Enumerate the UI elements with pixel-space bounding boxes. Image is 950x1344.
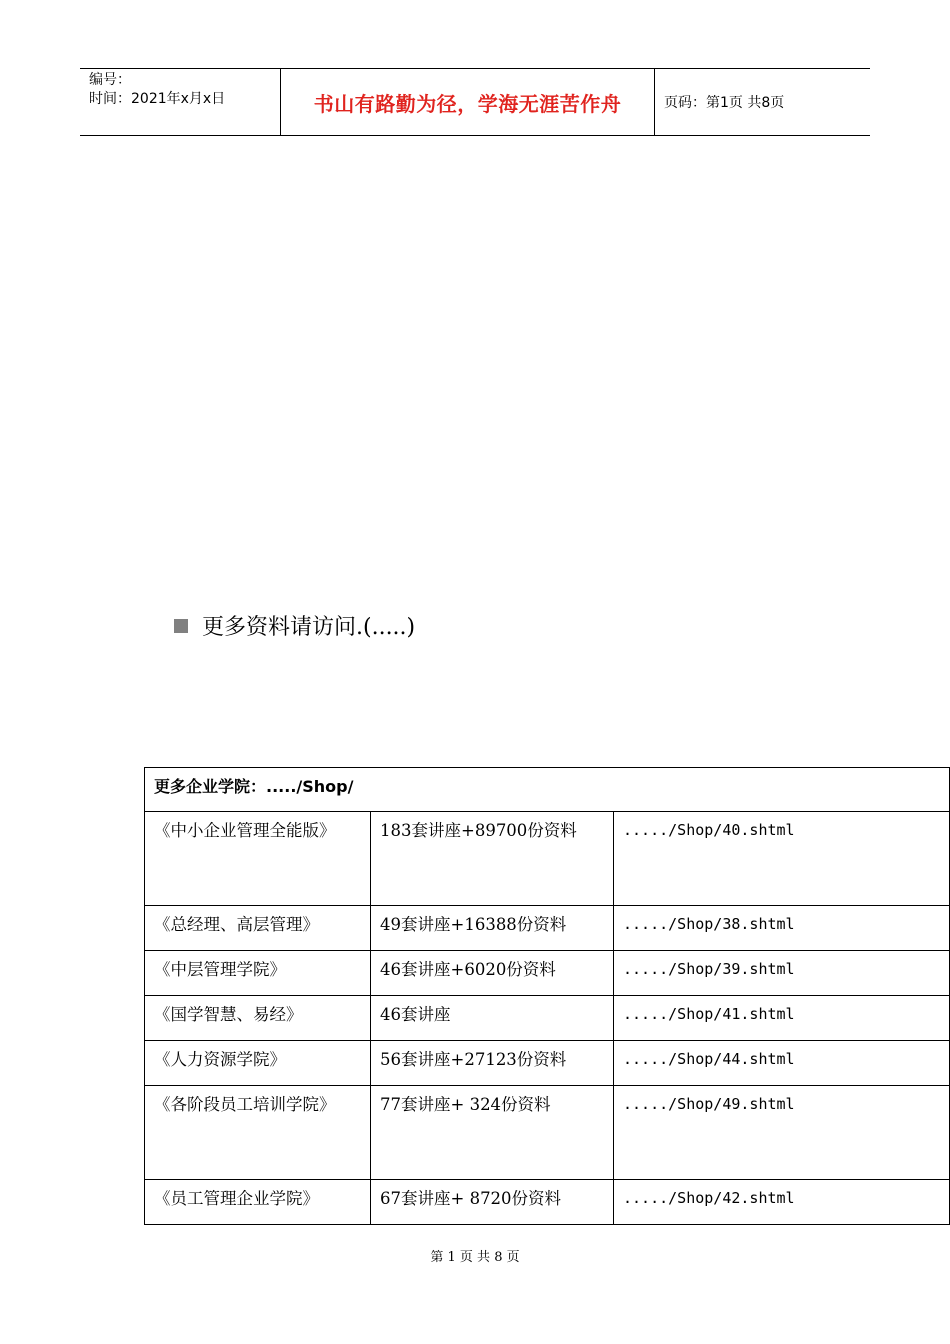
row-name-cell bbox=[145, 1180, 371, 1225]
row-content-cell bbox=[371, 906, 614, 951]
row-name: 《总经理、高层管理》 bbox=[154, 915, 319, 934]
table-row bbox=[145, 906, 950, 951]
row-content: 67套讲座+ 8720份资料 bbox=[380, 1189, 562, 1208]
table-row bbox=[145, 812, 950, 906]
row-content: 49套讲座+16388份资料 bbox=[380, 915, 567, 934]
row-url-cell bbox=[614, 1041, 950, 1086]
row-content-cell bbox=[371, 812, 614, 906]
row-url[interactable]: ...../Shop/39.shtml bbox=[623, 960, 795, 978]
row-content: 46套讲座 bbox=[380, 1005, 451, 1024]
row-content: 183套讲座+89700份资料 bbox=[380, 821, 577, 840]
row-name: 《中层管理学院》 bbox=[154, 960, 286, 979]
more-info-text: 更多资料请访问.(.....) bbox=[202, 615, 416, 640]
row-name-cell bbox=[145, 812, 371, 906]
document-header bbox=[80, 68, 870, 136]
row-url[interactable]: ...../Shop/41.shtml bbox=[623, 1005, 795, 1023]
row-name-cell bbox=[145, 906, 371, 951]
row-name-cell bbox=[145, 1041, 371, 1086]
row-url-cell bbox=[614, 906, 950, 951]
table-row bbox=[145, 996, 950, 1041]
row-name: 《各阶段员工培训学院》 bbox=[154, 1095, 336, 1114]
row-content-cell bbox=[371, 1086, 614, 1180]
row-name-cell bbox=[145, 951, 371, 996]
row-content-cell bbox=[371, 996, 614, 1041]
row-url-cell bbox=[614, 1086, 950, 1180]
row-name-cell bbox=[145, 1086, 371, 1180]
header-time-label: 时间：2021年x月x日 bbox=[89, 91, 226, 107]
more-info-line bbox=[174, 610, 415, 641]
row-name: 《人力资源学院》 bbox=[154, 1050, 286, 1069]
table-title-row bbox=[145, 768, 950, 812]
row-url[interactable]: ...../Shop/40.shtml bbox=[623, 821, 795, 839]
header-motto: 书山有路勤为径，学海无涯苦作舟 bbox=[281, 69, 655, 135]
row-name: 《员工管理企业学院》 bbox=[154, 1189, 319, 1208]
table-row bbox=[145, 951, 950, 996]
row-content-cell bbox=[371, 1180, 614, 1225]
header-code-label: 编号： bbox=[89, 72, 131, 88]
row-url[interactable]: ...../Shop/38.shtml bbox=[623, 915, 795, 933]
row-name: 《国学智慧、易经》 bbox=[154, 1005, 303, 1024]
row-url[interactable]: ...../Shop/44.shtml bbox=[623, 1050, 795, 1068]
row-url[interactable]: ...../Shop/42.shtml bbox=[623, 1189, 795, 1207]
resource-table bbox=[144, 767, 950, 1225]
row-name: 《中小企业管理全能版》 bbox=[154, 821, 336, 840]
row-content: 56套讲座+27123份资料 bbox=[380, 1050, 567, 1069]
table-row bbox=[145, 1180, 950, 1225]
table-row bbox=[145, 1086, 950, 1180]
header-page-info: 页码：第1页 共8页 bbox=[664, 95, 785, 111]
row-url-cell bbox=[614, 812, 950, 906]
square-bullet-icon bbox=[174, 619, 188, 633]
table-title: 更多企业学院：...../Shop/ bbox=[145, 768, 950, 812]
row-url-cell bbox=[614, 1180, 950, 1225]
row-content-cell bbox=[371, 1041, 614, 1086]
row-content: 77套讲座+ 324份资料 bbox=[380, 1095, 551, 1114]
row-url-cell bbox=[614, 996, 950, 1041]
row-content: 46套讲座+6020份资料 bbox=[380, 960, 556, 979]
row-url[interactable]: ...../Shop/49.shtml bbox=[623, 1095, 795, 1113]
header-meta bbox=[80, 69, 281, 135]
row-content-cell bbox=[371, 951, 614, 996]
row-url-cell bbox=[614, 951, 950, 996]
row-name-cell bbox=[145, 996, 371, 1041]
table-row bbox=[145, 1041, 950, 1086]
page-footer: 第 1 页 共 8 页 bbox=[430, 1250, 520, 1265]
